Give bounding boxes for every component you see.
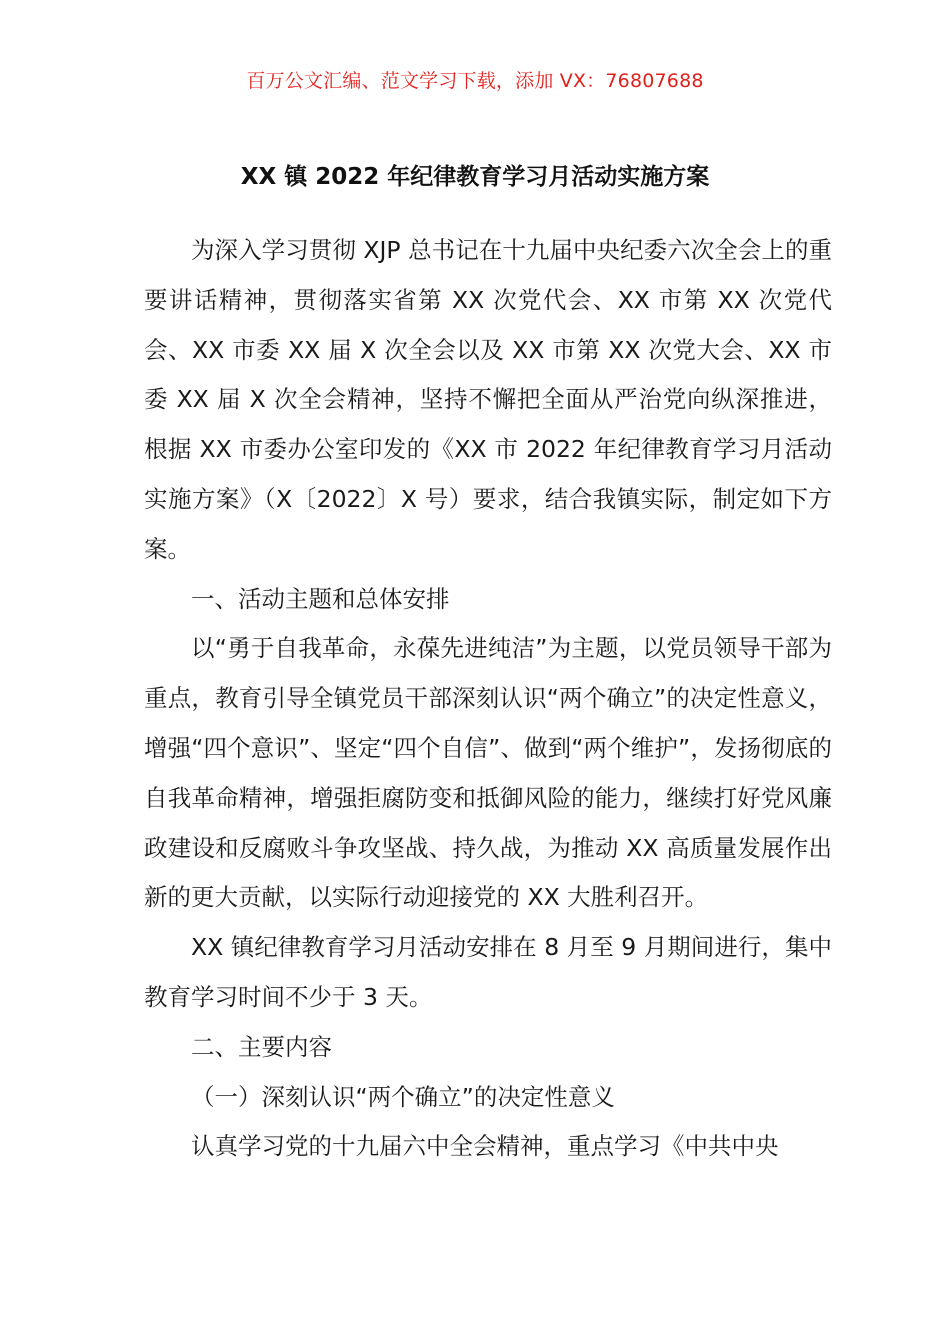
header-note: 百万公文汇编、范文学习下载，添加 VX：76807688 <box>246 70 704 92</box>
document-body <box>144 226 832 1172</box>
section-heading-1: 一、活动主题和总体安排 <box>191 584 450 613</box>
paragraph-study: 认真学习党的十九届六中全会精神，重点学习《中共中央 <box>191 1132 779 1161</box>
paragraph-theme: 以“勇于自我革命，永葆先进纯洁”为主题，以党员领导干部为重点，教育引导全镇党员干部深刻认识“两个确立”的决定性意义，增强“四个意识”、坚定“四个自信”、做到“两个维护”，发扬彻底的自我革命精神，增强拒腐防变和抵御风险的能力，继续打好党风廉政建设和反腐败斗争攻坚战、持久战，为推动 XX 高质量发展作出新的更大贡献，以实际行动迎接党的 XX 大胜利召开。 <box>144 634 832 912</box>
paragraph-intro: 为深入学习贯彻 XJP 总书记在十九届中央纪委六次全会上的重要讲话精神，贯彻落实省第 XX 次党代会、XX 市第 XX 次党代会、XX 市委 XX 届 X 次全会以及 XX 市第 XX 次党大会、XX 市委 XX 届 X 次全会精神，坚持不懈把全面从严治党向纵深推进，根据 XX 市委办公室印发的《XX 市 2022 年纪律教育学习月活动实施方案》（X〔2022〕X 号）要求，结合我镇实际，制定如下方案。 <box>144 236 832 563</box>
paragraph-schedule: XX 镇纪律教育学习月活动安排在 8 月至 9 月期间进行，集中教育学习时间不少于 3 天。 <box>144 933 832 1011</box>
subsection-heading-1: （一）深刻认识“两个确立”的决定性意义 <box>191 1082 615 1111</box>
document-title: XX 镇 2022 年纪律教育学习月活动实施方案 <box>240 164 710 190</box>
section-heading-2: 二、主要内容 <box>191 1032 332 1061</box>
